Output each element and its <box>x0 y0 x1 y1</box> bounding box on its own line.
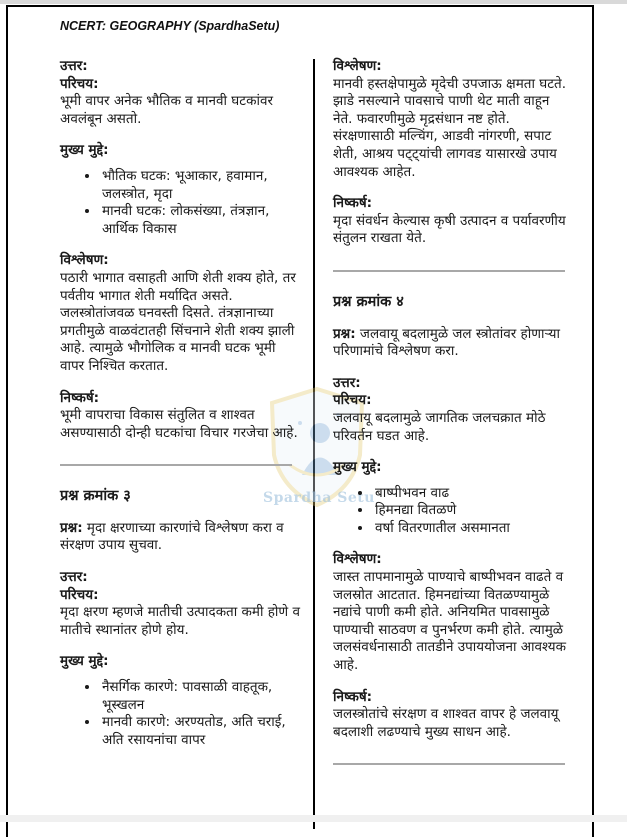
analysis-label: विश्लेषण: <box>333 551 382 568</box>
conclusion-label: निष्कर्ष: <box>60 389 100 406</box>
list-item: • हिमनद्या वितळणे <box>373 502 573 520</box>
section-separator <box>333 763 565 765</box>
top-edge <box>0 0 627 4</box>
question-title: प्रश्न क्रमांक ३ <box>60 488 131 505</box>
intro-label: परिचय: <box>60 75 99 92</box>
intro-text: मृदा क्षरण म्हणजे मातीची उत्पादकता कमी होणे व मातीचे स्थानांतर होणे होय. <box>60 604 300 638</box>
conclusion-text: भूमी वापराचा विकास संतुलित व शाश्वत असण्यासाठी दोन्ही घटकांचा विचार गरजेचा आहे. <box>60 407 298 441</box>
conclusion-text: जलस्त्रोतांचे संरक्षण व शाश्वत वापर हे जलवायू बदलाशी लढण्याचे मुख्य साधन आहे. <box>333 706 559 740</box>
key-points-label: मुख्य मुद्दे: <box>60 142 109 159</box>
list-item: • नैसर्गिक कारणे: पावसाळी वाहतूक, भूस्खलन <box>100 679 300 714</box>
question-text <box>333 326 573 361</box>
watermark-text: Spardha Setu <box>263 490 375 506</box>
question-body: मृदा क्षरणाच्या कारणांचे विश्लेषण करा व संरक्षण उपाय सुचवा. <box>60 519 284 554</box>
intro-label: परिचय: <box>333 392 372 409</box>
analysis-text: जास्त तापमानामुळे पाण्याचे बाष्पीभवन वाढते व जलस्रोत आटतात. हिमनद्यांच्या वितळण्यामुळे नद्यांचे पाणी कमी होते. अनियमित पावसामुळे पाण्याची साठवण व पुनर्भरण कमी होते. त्यामुळे जलसंवर्धनासाठी तातडीने उपाययोजना आवश्यक आहे. <box>333 569 566 674</box>
question-title: प्रश्न क्रमांक ४ <box>333 293 404 310</box>
page-header: NCERT: GEOGRAPHY (SpardhaSetu) <box>60 19 280 33</box>
question-body: जलवायू बदलामुळे जल स्त्रोतांवर होणाऱ्या परिणामांचे विश्लेषण करा. <box>333 325 560 360</box>
analysis-label: विश्लेषण: <box>60 252 109 269</box>
conclusion-label: निष्कर्ष: <box>333 195 373 212</box>
list-item: • मानवी घटक: लोकसंख्या, तंत्रज्ञान, आर्थिक विकास <box>100 203 300 238</box>
analysis-text: मानवी हस्तक्षेपामुळे मृदेची उपजाऊ क्षमता घटते. झाडे नसल्याने पावसाचे पाणी थेट माती वाहून नेते. फवारणीमुळे मृद्रसंधान नष्ट होते. संरक्षणासाठी मल्चिंग, आडवी नांगरणी, सपाट शेती, आश्रय पट्ट्यांची लागवड यासारखे उपाय आवश्यक आहेत. <box>333 75 567 180</box>
question-label: प्रश्न: <box>333 325 356 342</box>
question-label: प्रश्न: <box>60 519 83 536</box>
list-item: • वर्षा वितरणातील असमानता <box>373 520 573 538</box>
list-item: • बाष्पीभवन वाढ <box>373 485 573 503</box>
analysis-text: पठारी भागात वसाहती आणि शेती शक्य होते, तर पर्वतीय भागात शेती मर्यादित असते. जलस्त्रोतांजवळ घनवस्ती दिसते. तंत्रज्ञानाच्या प्रगतीमुळे वाळवंटातही सिंचनाने शेती शक्य झाली आहे. त्यामुळे भौगोलिक व मानवी घटक भूमी वापर निश्चित करतात. <box>60 269 296 374</box>
bottom-edge <box>0 815 627 822</box>
intro-label: परिचय: <box>60 586 99 603</box>
left-column <box>60 58 300 749</box>
intro-text: भूमी वापर अनेक भौतिक व मानवी घटकांवर अवलंबून असतो. <box>60 93 273 127</box>
key-points-label: मुख्य मुद्दे: <box>60 653 109 670</box>
key-points-label: मुख्य मुद्दे: <box>333 459 382 476</box>
question-text <box>60 520 300 555</box>
answer-label: उत्तर: <box>60 58 88 74</box>
key-points-list <box>60 168 300 238</box>
conclusion-label: निष्कर्ष: <box>333 688 373 705</box>
analysis-label: विश्लेषण: <box>333 58 382 74</box>
conclusion-text: मृदा संवर्धन केल्यास कृषी उत्पादन व पर्यावरणीय संतुलन राखता येते. <box>333 212 566 247</box>
list-item: • मानवी कारणे: अरण्यतोड, अति चराई, अति रसायनांचा वापर <box>100 714 300 749</box>
key-points-list <box>333 485 573 538</box>
answer-label: उत्तर: <box>60 569 88 586</box>
answer-label: उत्तर: <box>333 374 361 391</box>
key-points-list <box>60 679 300 749</box>
right-column <box>333 58 573 765</box>
list-item: • भौतिक घटक: भूआकार, हवामान, जलस्त्रोत, मृदा <box>100 168 300 203</box>
intro-text: जलवायू बदलामुळे जागतिक जलचक्रात मोठे परिवर्तन घडत आहे. <box>333 409 546 444</box>
